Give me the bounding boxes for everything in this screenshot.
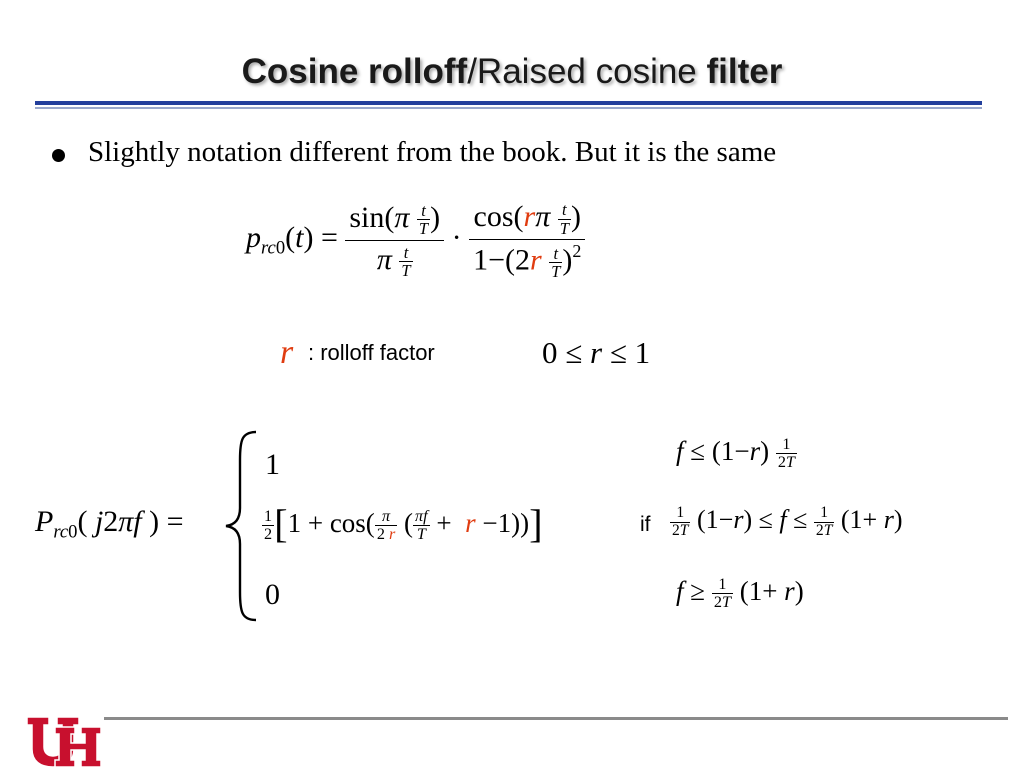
impulse-response-equation: $p_{rc0}(t)$ = sin(π $\frac{t}{T}$ ) π $\frac{t}{T}$ · cos(rπ $\frac{t}{T}$ ) 1−(2r $\frac{t}{T}$ )$^2$ bbox=[246, 198, 585, 282]
case-two-value: $\frac{1}{2}$ [1 + cos( $\frac{\pi}{2 r}$ ( $\frac{\pi f}{T}$ + r −1))] bbox=[264, 501, 543, 546]
case-one-value: 1 bbox=[265, 448, 280, 481]
case-three-value: 0 bbox=[265, 578, 280, 611]
case-two-condition: $\frac{1}{2T}$ (1−r) ≤ f ≤ $\frac{1}{2T}$ (1+ r) bbox=[672, 504, 903, 539]
case-one-condition: f ≤ (1−r) $\frac{1}{2T}$ bbox=[676, 435, 795, 472]
case-three-condition: f ≥ $\frac{1}{2T}$ (1+ r) bbox=[676, 575, 804, 612]
footer-rule bbox=[104, 717, 1008, 720]
bullet-text: Slightly notation different from the book. But it is the same bbox=[88, 136, 777, 168]
title-underline bbox=[35, 101, 982, 105]
title-part-3: filter bbox=[706, 52, 783, 91]
frequency-response-lhs: $P_{rc0}$( j2πf ) = bbox=[35, 505, 184, 543]
if-keyword: if bbox=[640, 513, 651, 536]
slide-title bbox=[0, 52, 1024, 92]
title-underline-shadow bbox=[35, 107, 982, 109]
rolloff-label: : rolloff factor bbox=[308, 340, 435, 365]
rolloff-symbol: r bbox=[280, 334, 294, 371]
left-brace bbox=[222, 430, 262, 622]
bullet-icon bbox=[52, 149, 65, 162]
title-part-1: Cosine rolloff bbox=[241, 52, 468, 91]
uh-logo-icon bbox=[25, 713, 103, 768]
rolloff-range: 0 ≤ r ≤ 1 bbox=[542, 335, 651, 370]
title-part-2: /Raised cosine bbox=[467, 52, 707, 91]
